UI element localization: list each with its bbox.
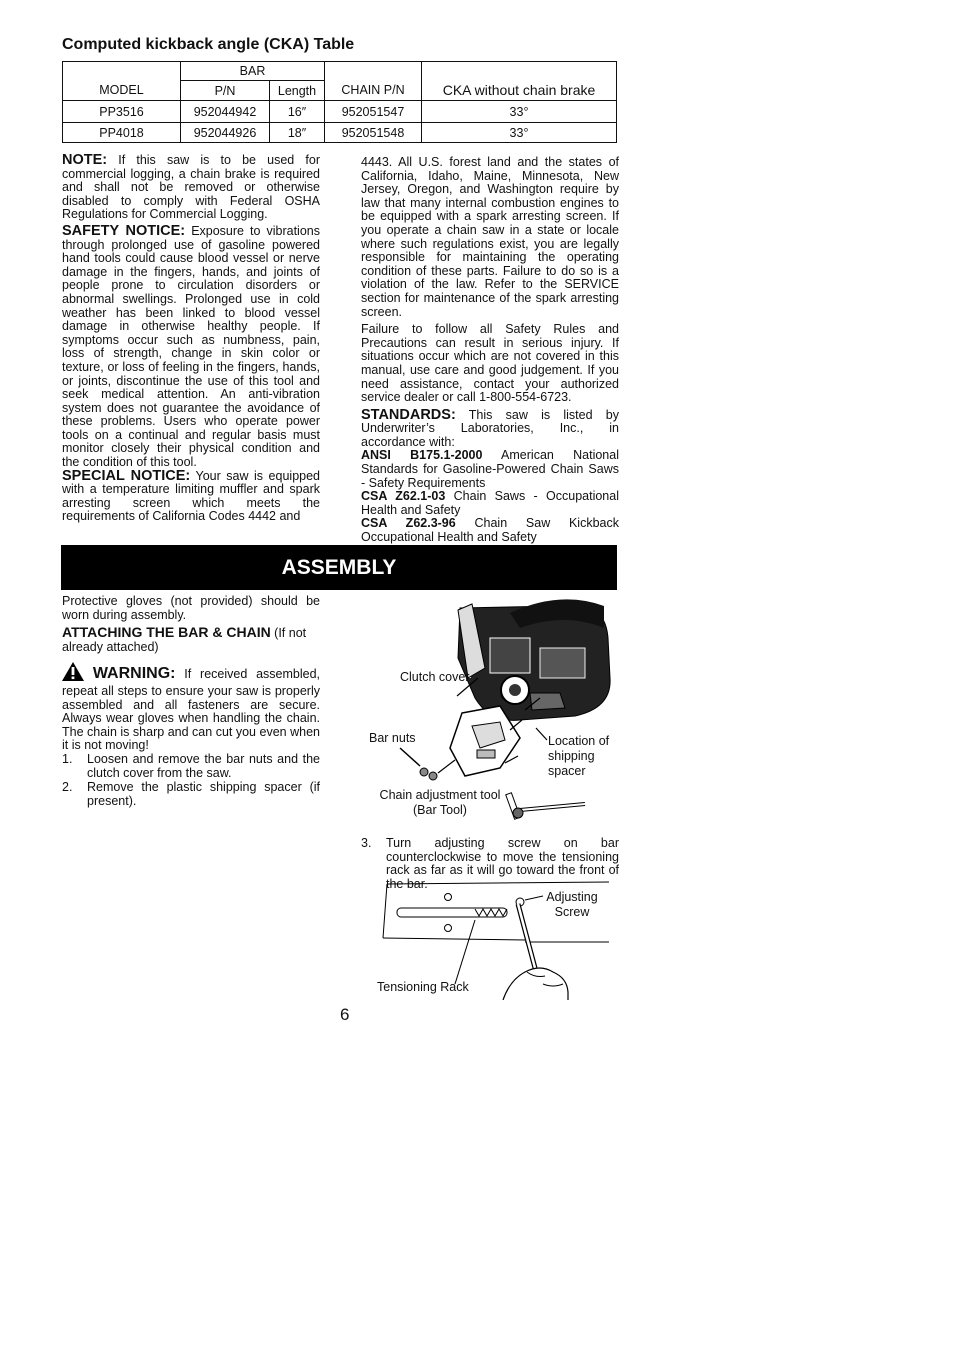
table-row <box>63 101 617 123</box>
header-chain-pn: CHAIN P/N <box>325 62 422 101</box>
special-text: Your saw is equipped with a temperature limiting muffler and spark arresting screen which meets the requirements of California Codes 4442 and <box>62 468 320 524</box>
step-number: 1. <box>62 751 73 766</box>
ansi-text: American National Standards for Gasoline-Powered Chain Saws - Safety Requirements <box>361 448 619 490</box>
left-column <box>62 154 320 524</box>
cka-table <box>62 61 617 143</box>
safety-label: SAFETY NOTICE: <box>62 222 186 239</box>
bar-tool-name: (Bar Tool) <box>413 803 467 817</box>
failure-paragraph: Failure to follow all Safety Rules and Precautions can result in serious injury. If situations occur which are not covered in this manual, use care and good judgement. If you need assistance, contact your authorized service dealer or call 1-800-554-6723. <box>361 322 619 405</box>
csa2-label: CSA Z62.3-96 <box>361 516 456 531</box>
bar-nuts-label: Bar nuts <box>369 731 416 745</box>
note-label: NOTE: <box>62 152 108 168</box>
row-chain-pn: 952051547 <box>325 101 422 123</box>
assembly-left <box>62 595 320 808</box>
row-length: 16″ <box>270 101 325 123</box>
row-model: PP4018 <box>63 123 181 143</box>
assembly-banner: ASSEMBLY <box>61 545 617 590</box>
row-cka: 33° <box>422 123 617 143</box>
clutch-cover-figure <box>360 598 620 828</box>
ansi-standard <box>361 449 619 490</box>
gloves-text: Protective gloves (not provided) should be worn during assembly. <box>62 594 320 622</box>
row-length: 18″ <box>270 123 325 143</box>
page-number: 6 <box>340 1005 350 1024</box>
note-text: If this saw is to be used for commercial logging, a chain brake is required and shall not be removed or otherwise disabled to comply with Federal OSHA Regulations for Commercial Logging. <box>62 153 320 222</box>
warning-paragraph <box>62 662 320 753</box>
warning-icon <box>62 662 84 685</box>
shipping-spacer-label: Location of shipping spacer <box>548 734 610 778</box>
row-pn: 952044926 <box>181 123 270 143</box>
csa1-text: Chain Saws - Occupational Health and Safety <box>361 489 619 517</box>
csa2-text: Chain Saw Kickback Occupational Health and Safety <box>361 516 619 545</box>
special-label: SPECIAL NOTICE: <box>62 467 191 484</box>
list-item <box>62 753 320 780</box>
safety-text: Exposure to vibrations through prolonged use of gasoline powered hand tools could cause blood vessel or nerve damage in the fingers, hands, and joints of people prone to circulation disorders or abnormal swellings. Prolonged use in cold weather has been linked to blood vessel damage in otherwise healthy people. If symptoms occur such as numbness, pain, loss of strength, change in skin color or texture, or loss of feeling in the fingers, hands, or joints, discontinue the use of this tool and seek medical attention. An anti-vibration system does not guarantee the avoidance of these problems. Users who operate power tools on a continual and regular basis must monitor closely their physical condition and the condition of this tool. <box>62 223 320 470</box>
tensioning-figure <box>375 880 615 1000</box>
warning-label: WARNING: <box>92 665 176 683</box>
right-column <box>361 156 619 545</box>
header-bar: BAR <box>181 62 325 81</box>
tensioning-rack-label: Tensioning Rack <box>377 980 469 994</box>
special-notice <box>62 467 320 524</box>
standards-label: STANDARDS: <box>361 406 456 423</box>
adjusting-screw-label: Adjusting Screw <box>546 890 598 919</box>
attach-label: ATTACHING THE BAR & CHAIN <box>62 624 271 641</box>
csa2-standard <box>361 517 619 544</box>
standards-text: This saw is listed by Underwriter’s Laboratories, Inc., in accordance with: <box>361 407 619 449</box>
ansi-label: ANSI B175.1-2000 <box>361 448 483 463</box>
clutch-cover-label: Clutch cover <box>400 670 470 684</box>
csa1-label: CSA Z62.1-03 <box>361 489 446 504</box>
row-pn: 952044942 <box>181 101 270 123</box>
chain-tool-name: Chain adjustment tool <box>379 788 501 802</box>
assembly-steps <box>62 753 320 808</box>
header-pn: P/N <box>181 81 270 101</box>
spark-arrest-paragraph: 4443. All U.S. forest land and the states of California, Idaho, Maine, Minnesota, New Jersey, Oregon, and Washington require by law that many internal combustion engines to be equipped with a spark arresting screen. If you operate a chain saw in a state or locale where such regulations exist, you are legally responsible for maintaining the operating condition of these parts. Failure to do so is a violation of the law. Refer to the SERVICE section for maintenance of the spark arresting screen. <box>361 155 619 319</box>
step-text: Loosen and remove the bar nuts and the clutch cover from the saw. <box>87 751 320 780</box>
step-number: 3. <box>361 836 372 850</box>
step-text: Turn adjusting screw on bar counterclockwise to move the tensioning rack as far as it will go toward the front of the bar. <box>386 836 619 891</box>
header-cka: CKA without chain brake <box>422 62 617 101</box>
step-text: Remove the plastic shipping spacer (if present). <box>87 780 320 808</box>
table-row <box>63 123 617 143</box>
standards-paragraph <box>361 406 619 450</box>
attach-heading <box>62 626 320 654</box>
note-paragraph <box>62 154 320 222</box>
warning-text: If received assembled, repeat all steps to ensure your saw is properly assembled and all fasteners are secure. Always wear gloves when handling the chain. The chain is sharp and can cut you even when it is not moving! <box>62 667 320 753</box>
header-model: MODEL <box>63 62 181 101</box>
safety-notice <box>62 222 320 470</box>
table-title: Computed kickback angle (CKA) Table <box>62 36 355 53</box>
step-number: 2. <box>62 780 73 795</box>
row-chain-pn: 952051548 <box>325 123 422 143</box>
row-cka: 33° <box>422 101 617 123</box>
chain-tool-label <box>370 788 510 818</box>
attach-sub: (If not already attached) <box>62 626 307 654</box>
list-item <box>62 781 320 808</box>
row-model: PP3516 <box>63 101 181 123</box>
csa1-standard <box>361 490 619 517</box>
header-length: Length <box>270 81 325 101</box>
